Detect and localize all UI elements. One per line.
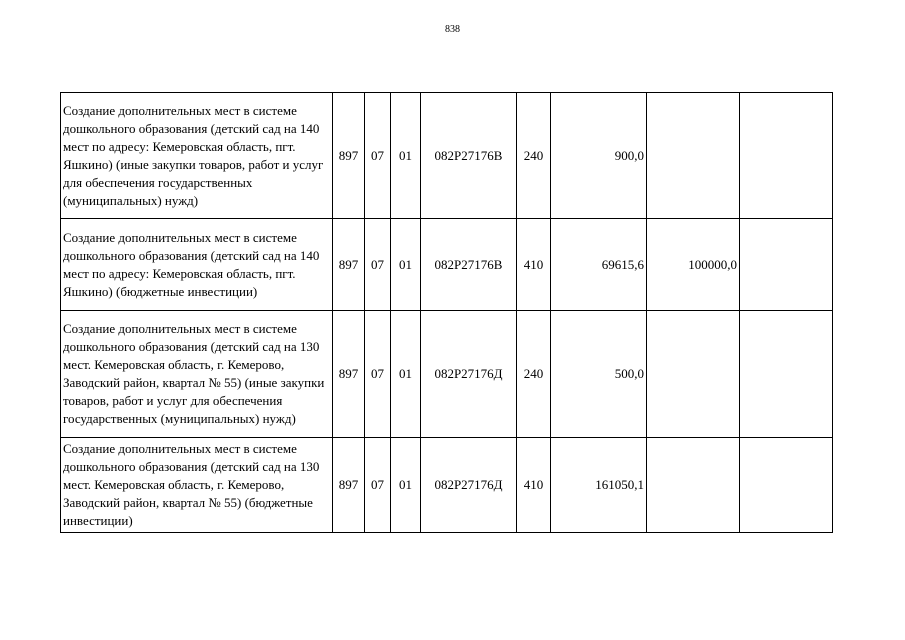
amount-year-1: 500,0: [551, 311, 647, 438]
section-code: 07: [365, 311, 391, 438]
row-description: Создание дополнительных мест в системе дошкольного образования (детский сад на 130 мест. Кемеровская область, г. Кемерово, Заводский район, квартал № 55) (бюджетные инвестиции): [61, 438, 333, 533]
page-number: 838: [445, 24, 460, 35]
subsection-code: 01: [391, 311, 421, 438]
expense-type-code: 410: [517, 219, 551, 311]
amount-year-3: [740, 311, 833, 438]
expense-type-code: 410: [517, 438, 551, 533]
amount-year-1: 69615,6: [551, 219, 647, 311]
table-row: [61, 93, 833, 219]
row-description: Создание дополнительных мест в системе дошкольного образования (детский сад на 140 мест по адресу: Кемеровская область, пгт. Яшкино) (иные закупки товаров, работ и услуг для обеспечения государственных (муниципальных) нужд): [61, 93, 333, 219]
amount-year-1: 161050,1: [551, 438, 647, 533]
amount-year-2: [647, 311, 740, 438]
section-code: 07: [365, 93, 391, 219]
target-article-code: 082P27176Д: [421, 438, 517, 533]
ministry-code: 897: [333, 311, 365, 438]
amount-year-3: [740, 438, 833, 533]
expense-type-code: 240: [517, 93, 551, 219]
section-code: 07: [365, 438, 391, 533]
ministry-code: 897: [333, 438, 365, 533]
target-article-code: 082P27176B: [421, 93, 517, 219]
subsection-code: 01: [391, 93, 421, 219]
table-row: [61, 438, 833, 533]
row-description: Создание дополнительных мест в системе дошкольного образования (детский сад на 140 мест по адресу: Кемеровская область, пгт. Яшкино) (бюджетные инвестиции): [61, 219, 333, 311]
section-code: 07: [365, 219, 391, 311]
amount-year-2: [647, 93, 740, 219]
amount-year-1: 900,0: [551, 93, 647, 219]
table-row: [61, 311, 833, 438]
ministry-code: 897: [333, 93, 365, 219]
amount-year-3: [740, 219, 833, 311]
ministry-code: 897: [333, 219, 365, 311]
expense-type-code: 240: [517, 311, 551, 438]
amount-year-3: [740, 93, 833, 219]
target-article-code: 082P27176B: [421, 219, 517, 311]
table-row: [61, 219, 833, 311]
amount-year-2: [647, 438, 740, 533]
target-article-code: 082P27176Д: [421, 311, 517, 438]
budget-table: [60, 92, 833, 533]
subsection-code: 01: [391, 219, 421, 311]
amount-year-2: 100000,0: [647, 219, 740, 311]
row-description: Создание дополнительных мест в системе дошкольного образования (детский сад на 130 мест. Кемеровская область, г. Кемерово, Заводский район, квартал № 55) (иные закупки товаров, работ и услуг для обеспечения государственных (муниципальных) нужд): [61, 311, 333, 438]
subsection-code: 01: [391, 438, 421, 533]
